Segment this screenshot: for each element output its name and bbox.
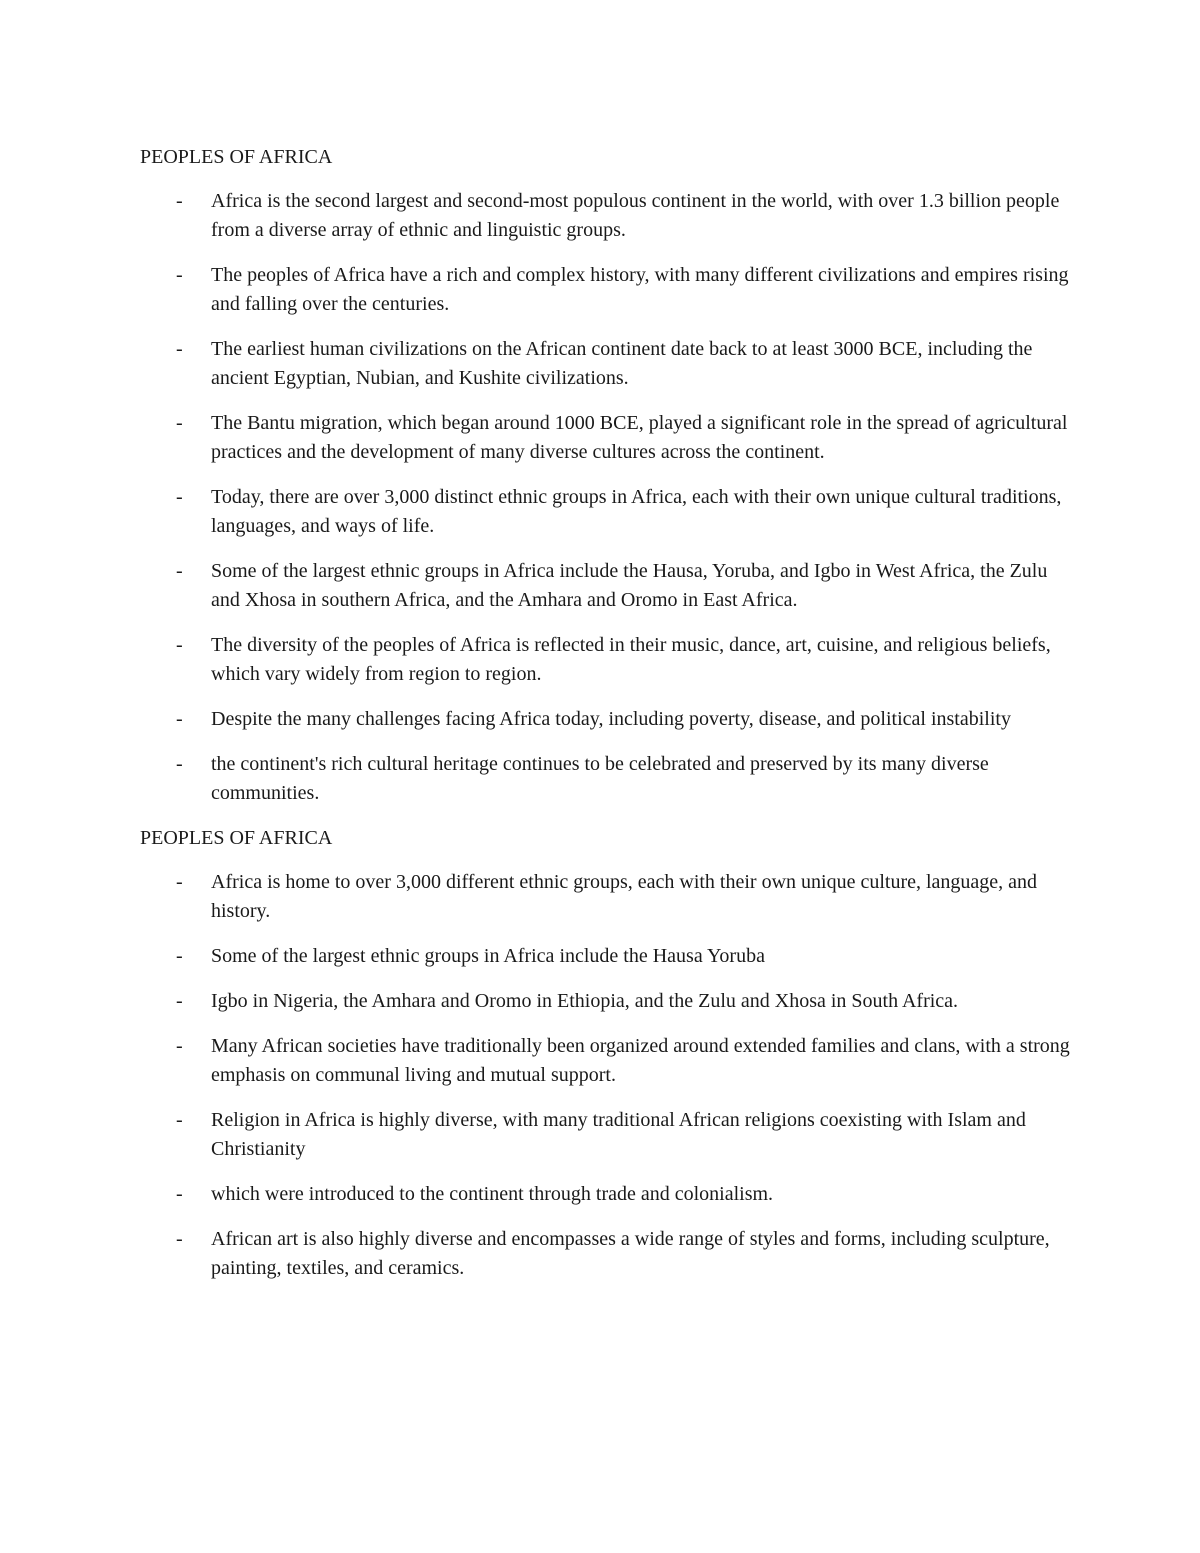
bullet-dash: - [176, 264, 183, 286]
bullet-dash: - [176, 1228, 183, 1250]
bullet-text: African art is also highly diverse and encompasses a wide range of styles and forms, including sculpture, painting, textiles, and ceramics. [211, 1228, 1050, 1279]
bullet-item [140, 409, 1070, 467]
bullet-text: the continent's rich cultural heritage continues to be celebrated and preserved by its many diverse communities. [211, 753, 989, 804]
bullet-item [140, 1180, 1070, 1209]
bullet-item [140, 631, 1070, 689]
section-heading: PEOPLES OF AFRICA [140, 827, 333, 849]
bullet-dash: - [176, 871, 183, 893]
bullet-item [140, 1032, 1070, 1090]
bullet-text: which were introduced to the continent through trade and colonialism. [211, 1183, 774, 1205]
bullet-dash: - [176, 338, 183, 360]
bullet-text: The diversity of the peoples of Africa is reflected in their music, dance, art, cuisine, and religious beliefs, which vary widely from region to region. [211, 634, 1051, 685]
section-peoples-of-africa-1 [140, 143, 1070, 808]
bullet-list [140, 187, 1070, 808]
bullet-item [140, 187, 1070, 245]
bullet-text: Religion in Africa is highly diverse, with many traditional African religions coexisting with Islam and Christianity [211, 1109, 1026, 1160]
bullet-text: Some of the largest ethnic groups in Africa include the Hausa, Yoruba, and Igbo in West Africa, the Zulu and Xhosa in southern Africa, and the Amhara and Oromo in East Africa. [211, 560, 1048, 611]
bullet-list [140, 868, 1070, 1283]
section-heading: PEOPLES OF AFRICA [140, 146, 333, 168]
bullet-item [140, 987, 1070, 1016]
bullet-text: The Bantu migration, which began around 1000 BCE, played a significant role in the spread of agricultural practices and the development of many diverse cultures across the continent. [211, 412, 1068, 463]
bullet-dash: - [176, 945, 183, 967]
bullet-dash: - [176, 560, 183, 582]
bullet-item [140, 942, 1070, 971]
bullet-dash: - [176, 753, 183, 775]
bullet-dash: - [176, 1035, 183, 1057]
bullet-item [140, 1225, 1070, 1283]
bullet-text: The peoples of Africa have a rich and complex history, with many different civilizations and empires rising and falling over the centuries. [211, 264, 1069, 315]
bullet-item [140, 261, 1070, 319]
bullet-dash: - [176, 486, 183, 508]
document-body [140, 143, 1070, 1299]
bullet-text: Some of the largest ethnic groups in Africa include the Hausa Yoruba [211, 945, 765, 967]
bullet-item [140, 750, 1070, 808]
bullet-text: Africa is home to over 3,000 different ethnic groups, each with their own unique culture, language, and history. [211, 871, 1038, 922]
bullet-item [140, 335, 1070, 393]
bullet-text: Igbo in Nigeria, the Amhara and Oromo in Ethiopia, and the Zulu and Xhosa in South Africa. [211, 990, 959, 1012]
bullet-dash: - [176, 634, 183, 656]
bullet-dash: - [176, 1183, 183, 1205]
bullet-item [140, 705, 1070, 734]
bullet-text: Despite the many challenges facing Africa today, including poverty, disease, and political instability [211, 708, 1011, 730]
bullet-dash: - [176, 190, 183, 212]
bullet-dash: - [176, 990, 183, 1012]
bullet-text: The earliest human civilizations on the African continent date back to at least 3000 BCE, including the ancient Egyptian, Nubian, and Kushite civilizations. [211, 338, 1033, 389]
section-peoples-of-africa-2 [140, 824, 1070, 1283]
bullet-text: Today, there are over 3,000 distinct ethnic groups in Africa, each with their own unique cultural traditions, languages, and ways of life. [211, 486, 1062, 537]
bullet-text: Africa is the second largest and second-most populous continent in the world, with over 1.3 billion people from a diverse array of ethnic and linguistic groups. [211, 190, 1060, 241]
bullet-dash: - [176, 1109, 183, 1131]
bullet-dash: - [176, 412, 183, 434]
bullet-text: Many African societies have traditionally been organized around extended families and clans, with a strong emphasis on communal living and mutual support. [211, 1035, 1070, 1086]
bullet-item [140, 557, 1070, 615]
bullet-dash: - [176, 708, 183, 730]
bullet-item [140, 868, 1070, 926]
bullet-item [140, 1106, 1070, 1164]
bullet-item [140, 483, 1070, 541]
